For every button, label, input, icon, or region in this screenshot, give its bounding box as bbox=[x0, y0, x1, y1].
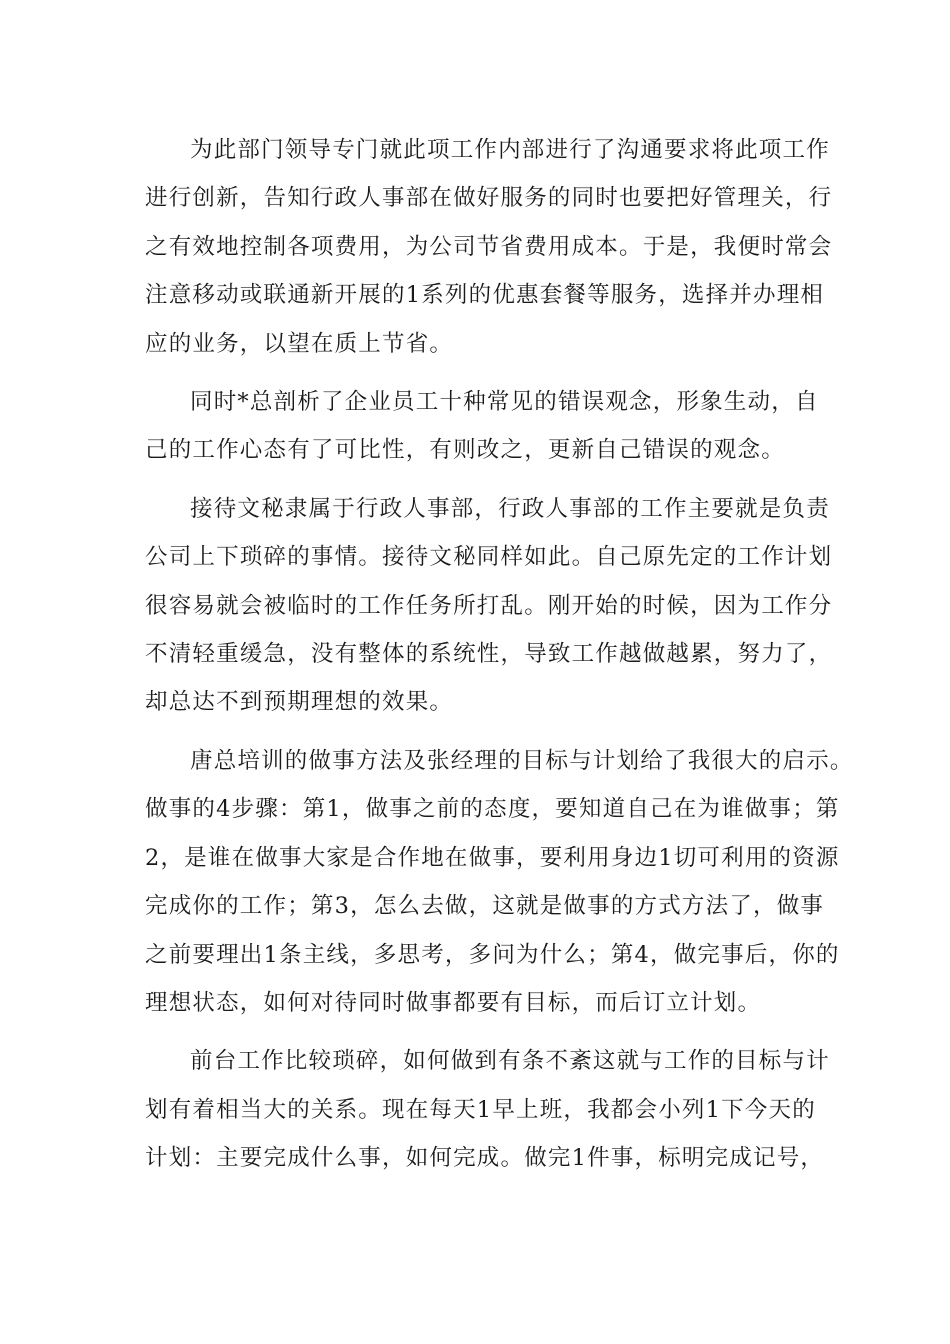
text-line: 为此部门领导专门就此项工作内部进行了沟通要求将此项工作 bbox=[190, 137, 830, 163]
text-line: 之前要理出1条主线，多思考，多问为什么；第4，做完事后，你的 bbox=[145, 941, 840, 968]
text-line: 唐总培训的做事方法及张经理的目标与计划给了我很大的启示。 bbox=[190, 747, 854, 774]
text-line: 应的业务，以望在质上节省。 bbox=[145, 330, 454, 357]
text-line: 进行创新，告知行政人事部在做好服务的同时也要把好管理关，行 bbox=[145, 185, 833, 212]
text-line: 同时*总剖析了企业员工十种常见的错误观念，形象生动，自 bbox=[190, 389, 819, 416]
paragraph-2 bbox=[145, 378, 819, 475]
text-line: 理想状态，如何对待同时做事都要有目标，而后订立计划。 bbox=[145, 989, 762, 1016]
text-line: 接待文秘隶属于行政人事部，行政人事部的工作主要就是负责 bbox=[190, 495, 830, 522]
text-line: 划有着相当大的关系。现在每天1早上班，我都会小列1下今天的 bbox=[145, 1096, 816, 1123]
text-line: 2，是谁在做事大家是合作地在做事，要利用身边1切可利用的资源 bbox=[145, 844, 840, 871]
text-line: 计划：主要完成什么事，如何完成。做完1件事，标明完成记号， bbox=[145, 1145, 825, 1172]
text-line: 做事的4步骤：第1，做事之前的态度，要知道自己在为谁做事；第 bbox=[145, 796, 840, 823]
paragraph-1 bbox=[145, 126, 833, 368]
paragraph-5 bbox=[145, 1037, 830, 1182]
text-line: 不清轻重缓急，没有整体的系统性，导致工作越做越累，努力了， bbox=[145, 641, 833, 668]
paragraph-4 bbox=[145, 737, 854, 1027]
document-body bbox=[145, 126, 854, 1193]
text-line: 前台工作比较琐碎，如何做到有条不紊这就与工作的目标与计 bbox=[190, 1048, 830, 1075]
text-line: 很容易就会被临时的工作任务所打乱。刚开始的时候，因为工作分 bbox=[145, 592, 833, 619]
text-line: 之有效地控制各项费用，为公司节省费用成本。于是，我便时常会 bbox=[145, 233, 833, 260]
paragraph-3 bbox=[145, 485, 833, 727]
text-line: 完成你的工作；第3，怎么去做，这就是做事的方式方法了，做事 bbox=[145, 893, 825, 920]
text-line: 却总达不到预期理想的效果。 bbox=[145, 689, 454, 716]
text-line: 公司上下琐碎的事情。接待文秘同样如此。自己原先定的工作计划 bbox=[145, 544, 833, 571]
text-line: 注意移动或联通新开展的1系列的优惠套餐等服务，选择并办理相 bbox=[145, 282, 825, 309]
text-line: 己的工作心态有了可比性，有则改之，更新自己错误的观念。 bbox=[145, 437, 785, 464]
